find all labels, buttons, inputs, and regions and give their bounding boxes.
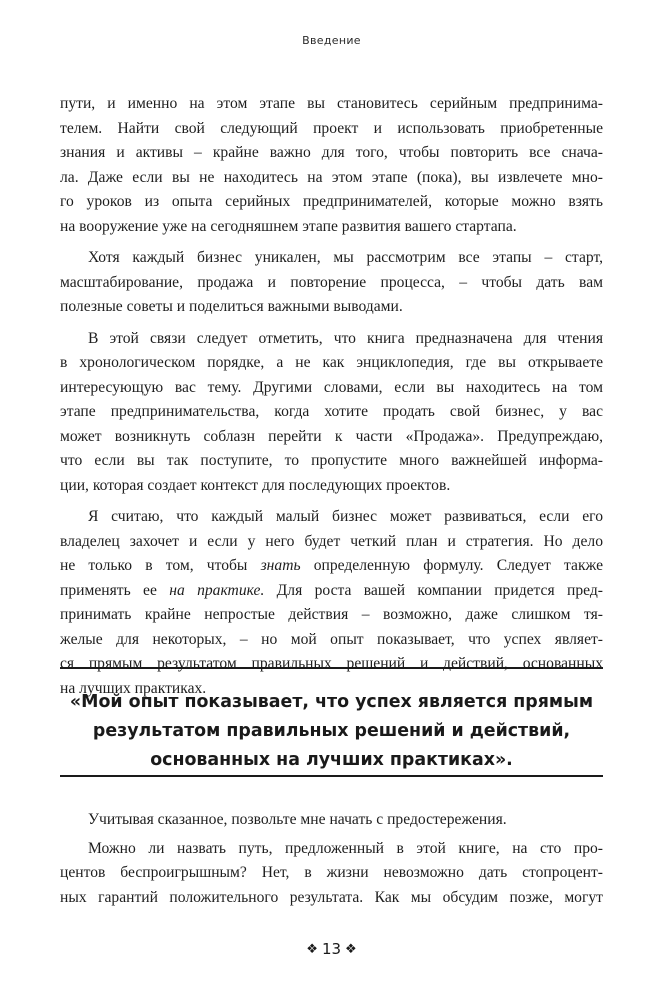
running-header: Введение [302, 34, 361, 47]
body-text-top [60, 92, 603, 708]
text-segment: применять ее [60, 581, 157, 599]
text-line: знания и активы – крайне важно для того, чтобы повторить все снача- [60, 144, 603, 161]
paragraph-1 [60, 92, 603, 239]
paragraph-6 [60, 837, 603, 911]
text-line: пути, и именно на этом этапе вы становитесь серийным предпринима- [60, 95, 603, 112]
page-number: 13 [321, 940, 342, 958]
pullquote-rule-bottom [60, 775, 603, 777]
text-line: на вооружение уже на сегодняшнем этапе развития вашего стартапа. [60, 217, 517, 235]
pullquote [60, 688, 603, 775]
paragraph-3 [60, 327, 603, 499]
pullquote-rule-top [60, 667, 603, 669]
ornament-right-icon: ❖ [345, 942, 357, 957]
text-line: Хотя каждый бизнес уникален, мы рассмотрим все этапы – старт, [88, 249, 603, 266]
body-text-bottom [60, 808, 603, 917]
emphasis-text: на практике. [169, 581, 265, 599]
text-segment: не только в том, чтобы [60, 557, 248, 574]
pullquote-line: основанных на лучших практиках». [150, 750, 513, 770]
text-line: В этой связи следует отметить, что книга предназначена для чтения [88, 329, 603, 347]
emphasis-text: знать [260, 557, 301, 574]
text-line: Учитывая сказанное, позвольте мне начать с предостережения. [88, 811, 507, 828]
paragraph-5 [60, 808, 603, 833]
text-line [60, 554, 603, 579]
text-line: что если вы так поступите, то пропустите много важнейшей информа- [60, 452, 603, 469]
text-line: ции, которая создает контекст для последующих проектов. [60, 476, 451, 494]
paragraph-2 [60, 246, 603, 320]
text-line: может возникнуть соблазн перейти к части «Продажа». Предупреждаю, [60, 427, 603, 445]
text-line: центов беспроигрышным? Нет, в жизни невозможно дать стопроцент- [60, 864, 603, 881]
text-segment: Для роста вашей компании придется пред- [276, 581, 603, 599]
text-line: на лучших практиках. [60, 679, 207, 697]
text-line: интересующую вас тему. Другими словами, если вы находитесь на том [60, 378, 603, 396]
text-line: ла. Даже если вы не находитесь на этом этапе (пока), вы извлечете мно- [60, 168, 603, 186]
text-line: телем. Найти свой следующий проект и использовать приобретенные [60, 119, 603, 137]
text-line: го уроков из опыта серийных предпринимателей, которые можно взять [60, 193, 603, 210]
pullquote-line: «Мой опыт показывает, что успех является прямым [69, 692, 594, 712]
text-line: ся прямым результатом правильных решений и действий, основанных [60, 655, 603, 672]
text-line: масштабирование, продажа и повторение процесса, – чтобы дать вам [60, 273, 603, 291]
text-line [60, 579, 603, 604]
ornament-left-icon: ❖ [306, 942, 318, 957]
text-line: принимать крайне непростые действия – возможно, даже слишком тя- [60, 606, 603, 623]
text-line: этапе предпринимательства, когда хотите продать свой бизнес, у вас [60, 403, 603, 420]
page-number-footer [0, 940, 663, 958]
pullquote-line: результатом правильных решений и действий, [92, 721, 571, 741]
text-line: в хронологическом порядке, а не как энциклопедия, где вы открываете [60, 354, 603, 371]
paragraph-4 [60, 505, 603, 701]
text-line: Можно ли назвать путь, предложенный в этой книге, на сто про- [88, 839, 603, 857]
text-line: Я считаю, что каждый малый бизнес может развиваться, если его [88, 508, 603, 525]
text-line: ных гарантий положительного результата. Как мы обсудим позже, могут [60, 888, 603, 906]
text-line: полезные советы и поделиться важными выводами. [60, 298, 403, 315]
text-segment: определенную формулу. Следует также [313, 557, 604, 574]
text-line: желые для некоторых, – но мой опыт показывает, что успех являет- [60, 630, 603, 648]
text-line: владелец захочет и если у него будет четкий план и стратегия. Но дело [60, 532, 603, 550]
